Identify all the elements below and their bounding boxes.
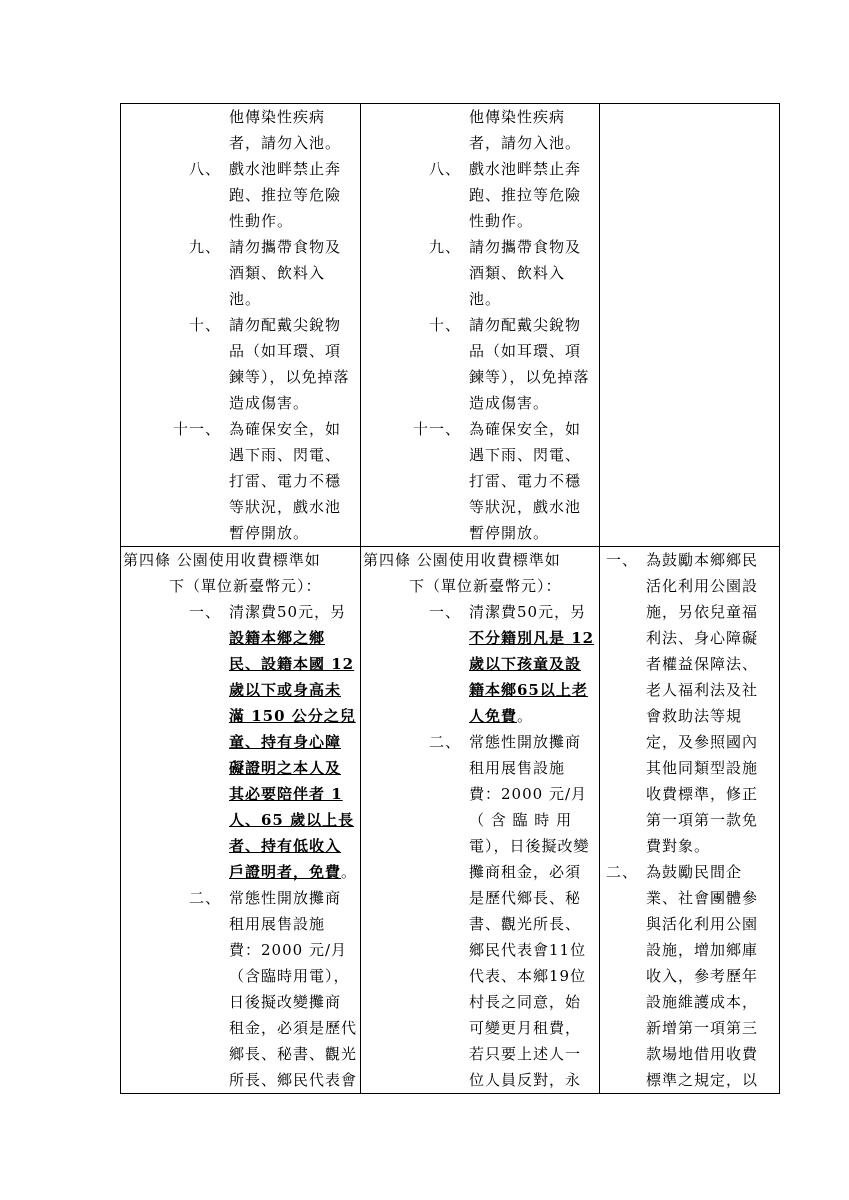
line-text: 常態性開放攤商: [229, 889, 342, 907]
item-number: 二、: [606, 863, 639, 881]
text-line: [361, 599, 599, 625]
line-text: 品（如耳環、項: [469, 342, 582, 360]
line-text: 他傳染性疾病: [229, 108, 326, 126]
amended-text: 其必要陪伴者 1: [229, 785, 343, 803]
line-text: 池。: [469, 290, 502, 308]
amended-text: 礙證明之本人及: [229, 759, 342, 777]
line-text: 利法、身心障礙: [646, 629, 759, 647]
line-text: 下（單位新臺幣元）：: [169, 577, 322, 595]
line-suffix: 。: [517, 707, 534, 725]
line-text: 請勿攜帶食物及: [229, 238, 342, 256]
amended-text: 者、持有低收入: [229, 837, 342, 855]
item-number: 八、: [429, 160, 462, 178]
text-line: [361, 1015, 599, 1041]
line-text: 定，及參照國內: [646, 733, 759, 751]
text-line: [361, 442, 599, 468]
text-line: [121, 573, 360, 599]
text-line: [121, 260, 360, 286]
line-text: 遇下雨、閃電、: [229, 446, 342, 464]
text-line: [121, 390, 360, 416]
line-text: 村長之同意，始: [469, 993, 582, 1011]
line-text: 為鼓勵本鄉鄉民: [646, 551, 759, 569]
text-line: [600, 703, 779, 729]
text-line: [121, 625, 360, 651]
line-text: 請勿攜帶食物及: [469, 238, 582, 256]
text-line: [121, 130, 360, 156]
text-line: [361, 547, 599, 573]
line-text: 是歷代鄉長、秘: [469, 889, 582, 907]
line-text: 者，請勿入池。: [229, 134, 342, 152]
text-line: [600, 911, 779, 937]
amended-text: 不分籍別凡是 12: [469, 629, 595, 647]
text-line: [121, 208, 360, 234]
line-text: 遇下雨、閃電、: [469, 446, 582, 464]
text-line: [600, 1041, 779, 1067]
line-text: 代表、本鄉19位: [469, 967, 587, 985]
line-text: 為確保安全，如: [229, 420, 342, 438]
text-line: [121, 312, 360, 338]
line-text: 者，請勿入池。: [469, 134, 582, 152]
text-line: [361, 989, 599, 1015]
text-line: [361, 885, 599, 911]
amended-text: 童、持有身心障: [229, 733, 342, 751]
text-line: [121, 338, 360, 364]
text-line: [600, 729, 779, 755]
text-line: [600, 885, 779, 911]
text-line: [121, 182, 360, 208]
text-line: [121, 989, 360, 1015]
line-text: 為鼓勵民間企: [646, 863, 743, 881]
line-text: 造成傷害。: [469, 394, 550, 412]
text-line: [361, 208, 599, 234]
text-line: [361, 859, 599, 885]
text-line: [361, 182, 599, 208]
line-text: 書、觀光所長、: [469, 915, 582, 933]
comparison-table: [120, 103, 780, 1094]
line-text: 租用展售設施: [229, 915, 326, 933]
line-text: 酒類、飲料入: [229, 264, 326, 282]
line-text: 品（如耳環、項: [229, 342, 342, 360]
text-line: [121, 911, 360, 937]
line-text: 第四條 公園使用收費標準如: [363, 551, 561, 569]
item-number: 九、: [429, 238, 462, 256]
text-line: [600, 807, 779, 833]
line-text: 跑、推拉等危險: [229, 186, 342, 204]
text-line: [600, 547, 779, 573]
text-line: [361, 156, 599, 182]
text-line: [121, 1041, 360, 1067]
line-suffix: 。: [341, 863, 358, 881]
text-line: [600, 937, 779, 963]
text-line: [361, 416, 599, 442]
item-number: 十一、: [413, 420, 462, 438]
text-line: [361, 260, 599, 286]
text-line: [361, 651, 599, 677]
text-line: [121, 807, 360, 833]
text-line: [121, 651, 360, 677]
row1-col3-cell: [600, 104, 780, 547]
line-text: 性動作。: [469, 212, 534, 230]
line-text: 戲水池畔禁止奔: [229, 160, 342, 178]
line-text: 造成傷害。: [229, 394, 310, 412]
line-text: 設施維護成本，: [646, 993, 759, 1011]
text-line: [600, 859, 779, 885]
line-text: 標準之規定，以: [646, 1071, 759, 1089]
line-text: 清潔費50元，另: [229, 603, 347, 621]
text-line: [361, 807, 599, 833]
line-text: （ 含 臨 時 用: [469, 811, 573, 829]
amended-text: 歲以下或身高未: [229, 681, 342, 699]
text-line: [121, 547, 360, 573]
line-text: 新增第一項第三: [646, 1019, 759, 1037]
text-line: [361, 911, 599, 937]
text-line: [361, 937, 599, 963]
text-line: [361, 130, 599, 156]
text-line: [121, 937, 360, 963]
text-line: [121, 364, 360, 390]
text-line: [600, 573, 779, 599]
line-text: 鍊等），以免掉落: [229, 368, 350, 386]
item-number: 二、: [189, 889, 222, 907]
text-line: [361, 494, 599, 520]
line-text: 費：2000 元/月: [469, 785, 587, 803]
line-text: 位人員反對，永: [469, 1071, 582, 1089]
text-line: [600, 1067, 779, 1093]
line-text: 性動作。: [229, 212, 294, 230]
row2-col1-cell: [121, 547, 361, 1094]
line-text: 打雷、電力不穩: [229, 472, 342, 490]
amended-text: 設籍本鄉之鄉: [229, 629, 326, 647]
text-line: [361, 729, 599, 755]
row1-col2-cell: [361, 104, 600, 547]
text-line: [121, 963, 360, 989]
line-text: 收入，參考歷年: [646, 967, 759, 985]
text-line: [121, 755, 360, 781]
text-line: [361, 312, 599, 338]
text-line: [121, 729, 360, 755]
text-line: [361, 468, 599, 494]
text-line: [121, 833, 360, 859]
line-text: 會救助法等規: [646, 707, 743, 725]
text-line: [600, 677, 779, 703]
text-line: [121, 494, 360, 520]
item-number: 一、: [429, 603, 462, 621]
item-number: 十一、: [173, 420, 222, 438]
line-text: 活化利用公園設: [646, 577, 759, 595]
line-text: 費對象。: [646, 837, 711, 855]
line-text: 鍊等），以免掉落: [469, 368, 590, 386]
text-line: [121, 442, 360, 468]
amended-text: 人免費: [469, 707, 518, 725]
item-number: 十、: [429, 316, 462, 334]
text-line: [600, 833, 779, 859]
line-text: 第四條 公園使用收費標準如: [123, 551, 321, 569]
line-text: 租用展售設施: [469, 759, 566, 777]
text-line: [121, 104, 360, 130]
text-line: [121, 885, 360, 911]
line-text: 等狀況，戲水池: [469, 498, 582, 516]
amended-text: 籍本鄉65以上老: [469, 681, 588, 699]
text-line: [361, 286, 599, 312]
amended-text: 民、設籍本國 12: [229, 655, 355, 673]
text-line: [361, 390, 599, 416]
line-text: 暫停開放。: [469, 524, 550, 542]
line-text: 者權益保障法、: [646, 655, 759, 673]
line-text: 日後擬改變攤商: [229, 993, 342, 1011]
text-line: [600, 599, 779, 625]
text-line: [361, 625, 599, 651]
line-text: 費：2000 元/月: [229, 941, 347, 959]
text-line: [361, 833, 599, 859]
item-number: 一、: [606, 551, 639, 569]
amended-text: 戶證明者，免費: [229, 863, 342, 881]
text-line: [361, 755, 599, 781]
line-text: 池。: [229, 290, 262, 308]
item-number: 九、: [189, 238, 222, 256]
row2-col2-cell: [361, 547, 600, 1094]
line-text: 可變更月租費，: [469, 1019, 582, 1037]
line-text: 電），日後擬改變: [469, 837, 590, 855]
text-line: [361, 781, 599, 807]
line-text: 下（單位新臺幣元）：: [409, 577, 562, 595]
text-line: [121, 468, 360, 494]
line-text: 暫停開放。: [229, 524, 310, 542]
text-line: [121, 520, 360, 546]
line-text: 清潔費50元，另: [469, 603, 587, 621]
amended-text: 歲以下孩童及設: [469, 655, 582, 673]
line-text: 款場地借用收費: [646, 1045, 759, 1063]
line-text: 為確保安全，如: [469, 420, 582, 438]
text-line: [121, 156, 360, 182]
row1-col1-cell: [121, 104, 361, 547]
line-text: 設施，增加鄉庫: [646, 941, 759, 959]
text-line: [361, 1067, 599, 1093]
text-line: [361, 677, 599, 703]
line-text: 打雷、電力不穩: [469, 472, 582, 490]
text-line: [121, 703, 360, 729]
text-line: [361, 338, 599, 364]
text-line: [121, 781, 360, 807]
line-text: 酒類、飲料入: [469, 264, 566, 282]
text-line: [361, 703, 599, 729]
line-text: 鄉長、秘書、觀光: [229, 1045, 358, 1063]
line-text: 戲水池畔禁止奔: [469, 160, 582, 178]
text-line: [361, 963, 599, 989]
line-text: 鄉民代表會11位: [469, 941, 587, 959]
text-line: [600, 1015, 779, 1041]
text-line: [600, 651, 779, 677]
line-text: 跑、推拉等危險: [469, 186, 582, 204]
line-text: 他傳染性疾病: [469, 108, 566, 126]
text-line: [600, 963, 779, 989]
text-line: [600, 755, 779, 781]
line-text: 老人福利法及社: [646, 681, 759, 699]
line-text: 常態性開放攤商: [469, 733, 582, 751]
text-line: [361, 234, 599, 260]
amended-text: 人、65 歲以上長: [229, 811, 355, 829]
text-line: [361, 520, 599, 546]
line-text: 第一項第一款免: [646, 811, 759, 829]
text-line: [121, 234, 360, 260]
text-line: [121, 1015, 360, 1041]
item-number: 一、: [189, 603, 222, 621]
text-line: [121, 1067, 360, 1093]
line-text: 攤商租金，必須: [469, 863, 582, 881]
text-line: [121, 859, 360, 885]
text-line: [361, 364, 599, 390]
text-line: [600, 781, 779, 807]
text-line: [121, 286, 360, 312]
item-number: 八、: [189, 160, 222, 178]
text-line: [121, 416, 360, 442]
line-text: 請勿配戴尖銳物: [229, 316, 342, 334]
line-text: 業、社會團體參: [646, 889, 759, 907]
text-line: [121, 599, 360, 625]
table-row: [121, 547, 780, 1094]
item-number: 十、: [189, 316, 222, 334]
text-line: [361, 104, 599, 130]
text-line: [600, 989, 779, 1015]
line-text: （含臨時用電），: [229, 967, 350, 985]
item-number: 二、: [429, 733, 462, 751]
line-text: 所長、鄉民代表會: [229, 1071, 358, 1089]
row2-col3-cell: [600, 547, 780, 1094]
line-text: 其他同類型設施: [646, 759, 759, 777]
table-row: [121, 104, 780, 547]
line-text: 施，另依兒童福: [646, 603, 759, 621]
line-text: 收費標準，修正: [646, 785, 759, 803]
text-line: [121, 677, 360, 703]
line-text: 租金，必須是歷代: [229, 1019, 358, 1037]
text-line: [361, 573, 599, 599]
text-line: [361, 1041, 599, 1067]
amended-text: 滿 150 公分之兒: [229, 707, 356, 725]
line-text: 若只要上述人一: [469, 1045, 582, 1063]
text-line: [600, 625, 779, 651]
line-text: 與活化利用公園: [646, 915, 759, 933]
line-text: 等狀況，戲水池: [229, 498, 342, 516]
line-text: 請勿配戴尖銳物: [469, 316, 582, 334]
